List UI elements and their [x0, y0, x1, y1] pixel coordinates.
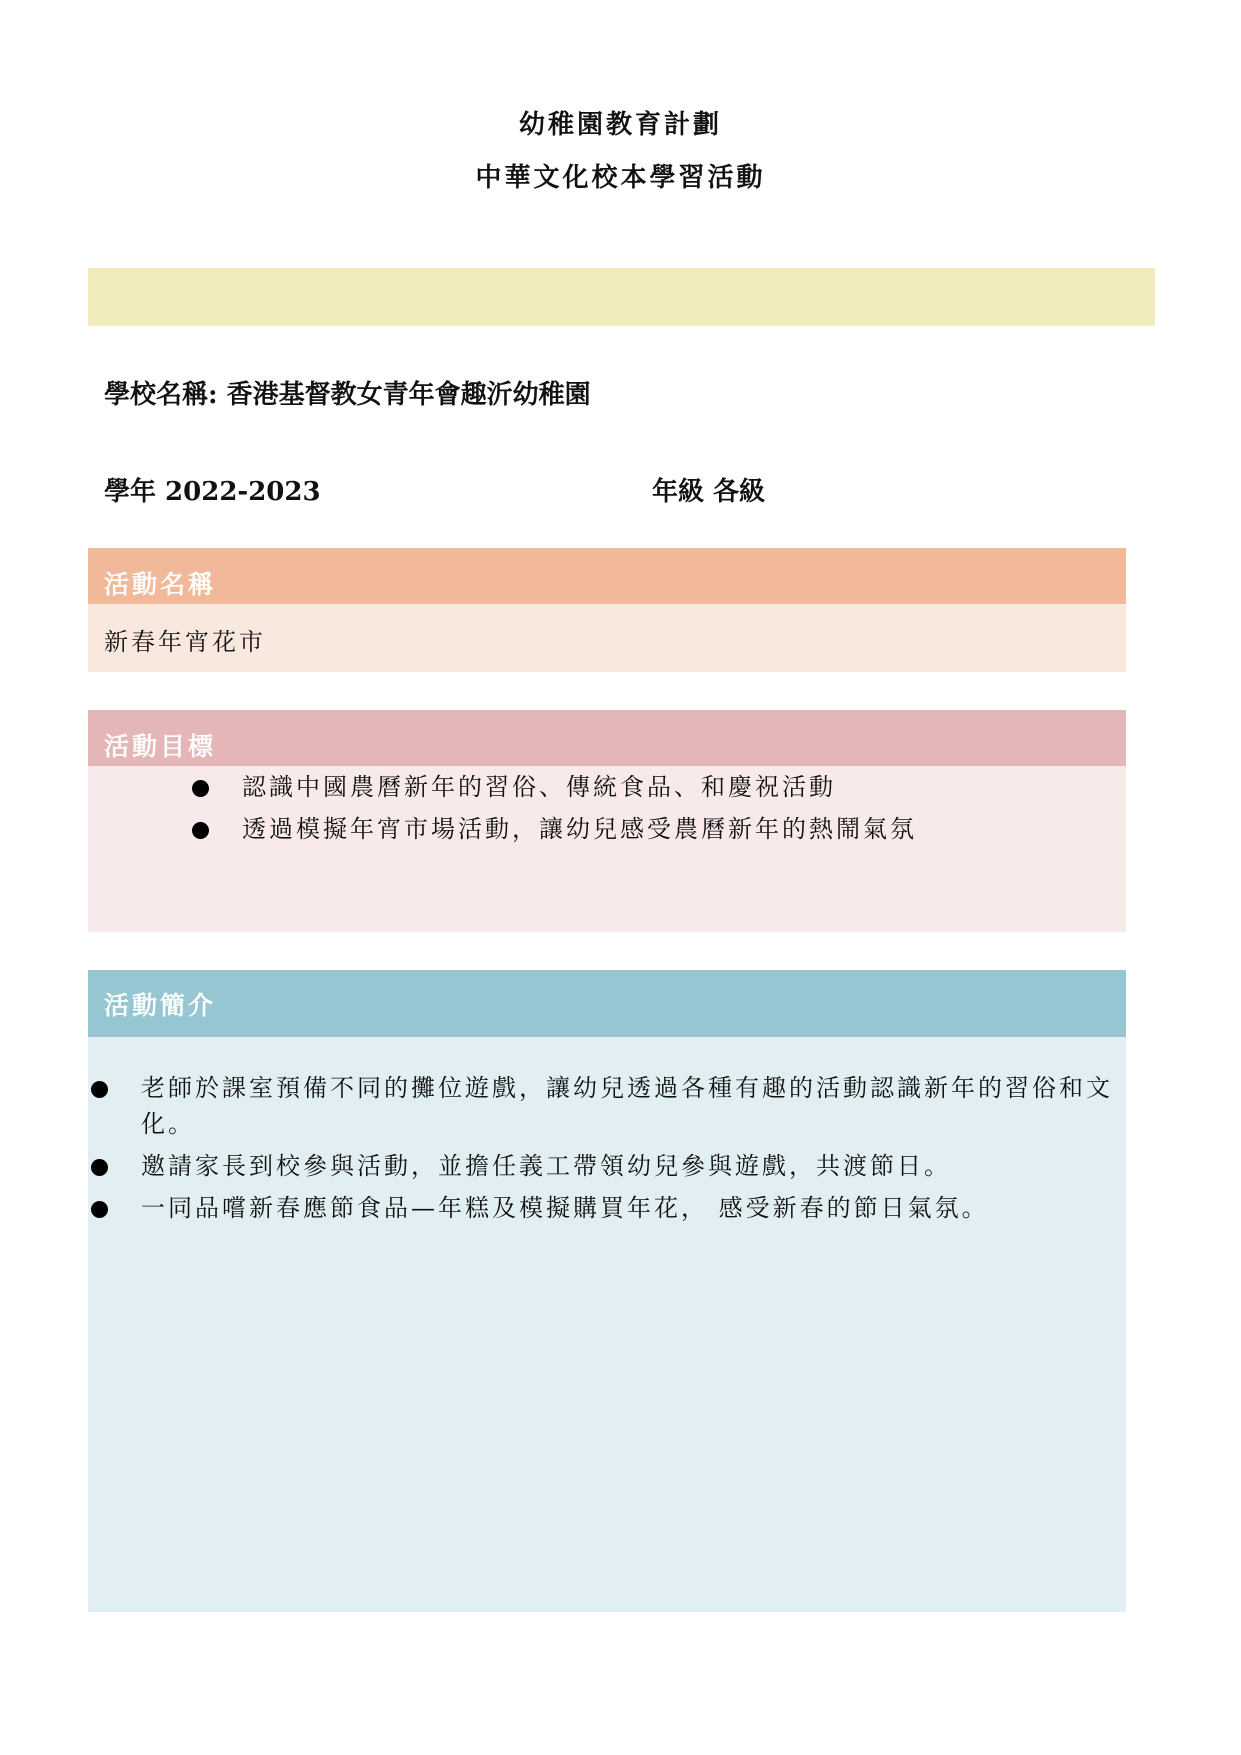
intro-text: 邀請家長到校參與活動，並擔任義工帶領幼兒參與遊戲，共渡節日。 [141, 1152, 951, 1180]
list-item [192, 770, 1092, 812]
goal-text: 認識中國農曆新年的習俗、傳統食品、和慶祝活動 [242, 773, 836, 801]
activity-name-content: 新春年宵花市 [88, 604, 1126, 672]
list-item [88, 1190, 1126, 1226]
activity-intro-heading: 活動簡介 [88, 970, 1126, 1037]
bullet-icon [91, 1201, 108, 1218]
activity-goals-heading: 活動目標 [88, 710, 1126, 766]
activity-goals-body [88, 766, 1126, 932]
intro-text: 老師於課室預備不同的攤位遊戲，讓幼兒透過各種有趣的活動認識新年的習俗和文化。 [141, 1074, 1113, 1138]
goals-list [192, 770, 1092, 854]
document-title: 幼稚園教育計劃 [518, 110, 722, 140]
bullet-icon [91, 1081, 108, 1098]
intro-text: 一同品嚐新春應節食品—年糕及模擬購買年花， 感受新春的節日氣氛。 [141, 1194, 989, 1222]
activity-name-heading: 活動名稱 [88, 548, 1126, 604]
bullet-icon [192, 780, 209, 797]
bullet-icon [192, 822, 209, 839]
list-item [192, 812, 1092, 854]
bullet-icon [91, 1159, 108, 1176]
yellow-banner [88, 268, 1155, 326]
activity-intro-body [88, 1037, 1126, 1612]
grade-level: 年級 各級 [652, 477, 766, 507]
list-item [88, 1148, 1126, 1184]
school-year: 學年 2022-2023 [104, 477, 321, 507]
list-item [88, 1070, 1126, 1142]
intro-list [88, 1070, 1126, 1232]
school-name: 學校名稱: 香港基督教女青年會趣沂幼稚園 [104, 380, 591, 410]
document-subtitle: 中華文化校本學習活動 [475, 163, 766, 193]
goal-text: 透過模擬年宵市場活動，讓幼兒感受農曆新年的熱鬧氣氛 [242, 815, 917, 843]
